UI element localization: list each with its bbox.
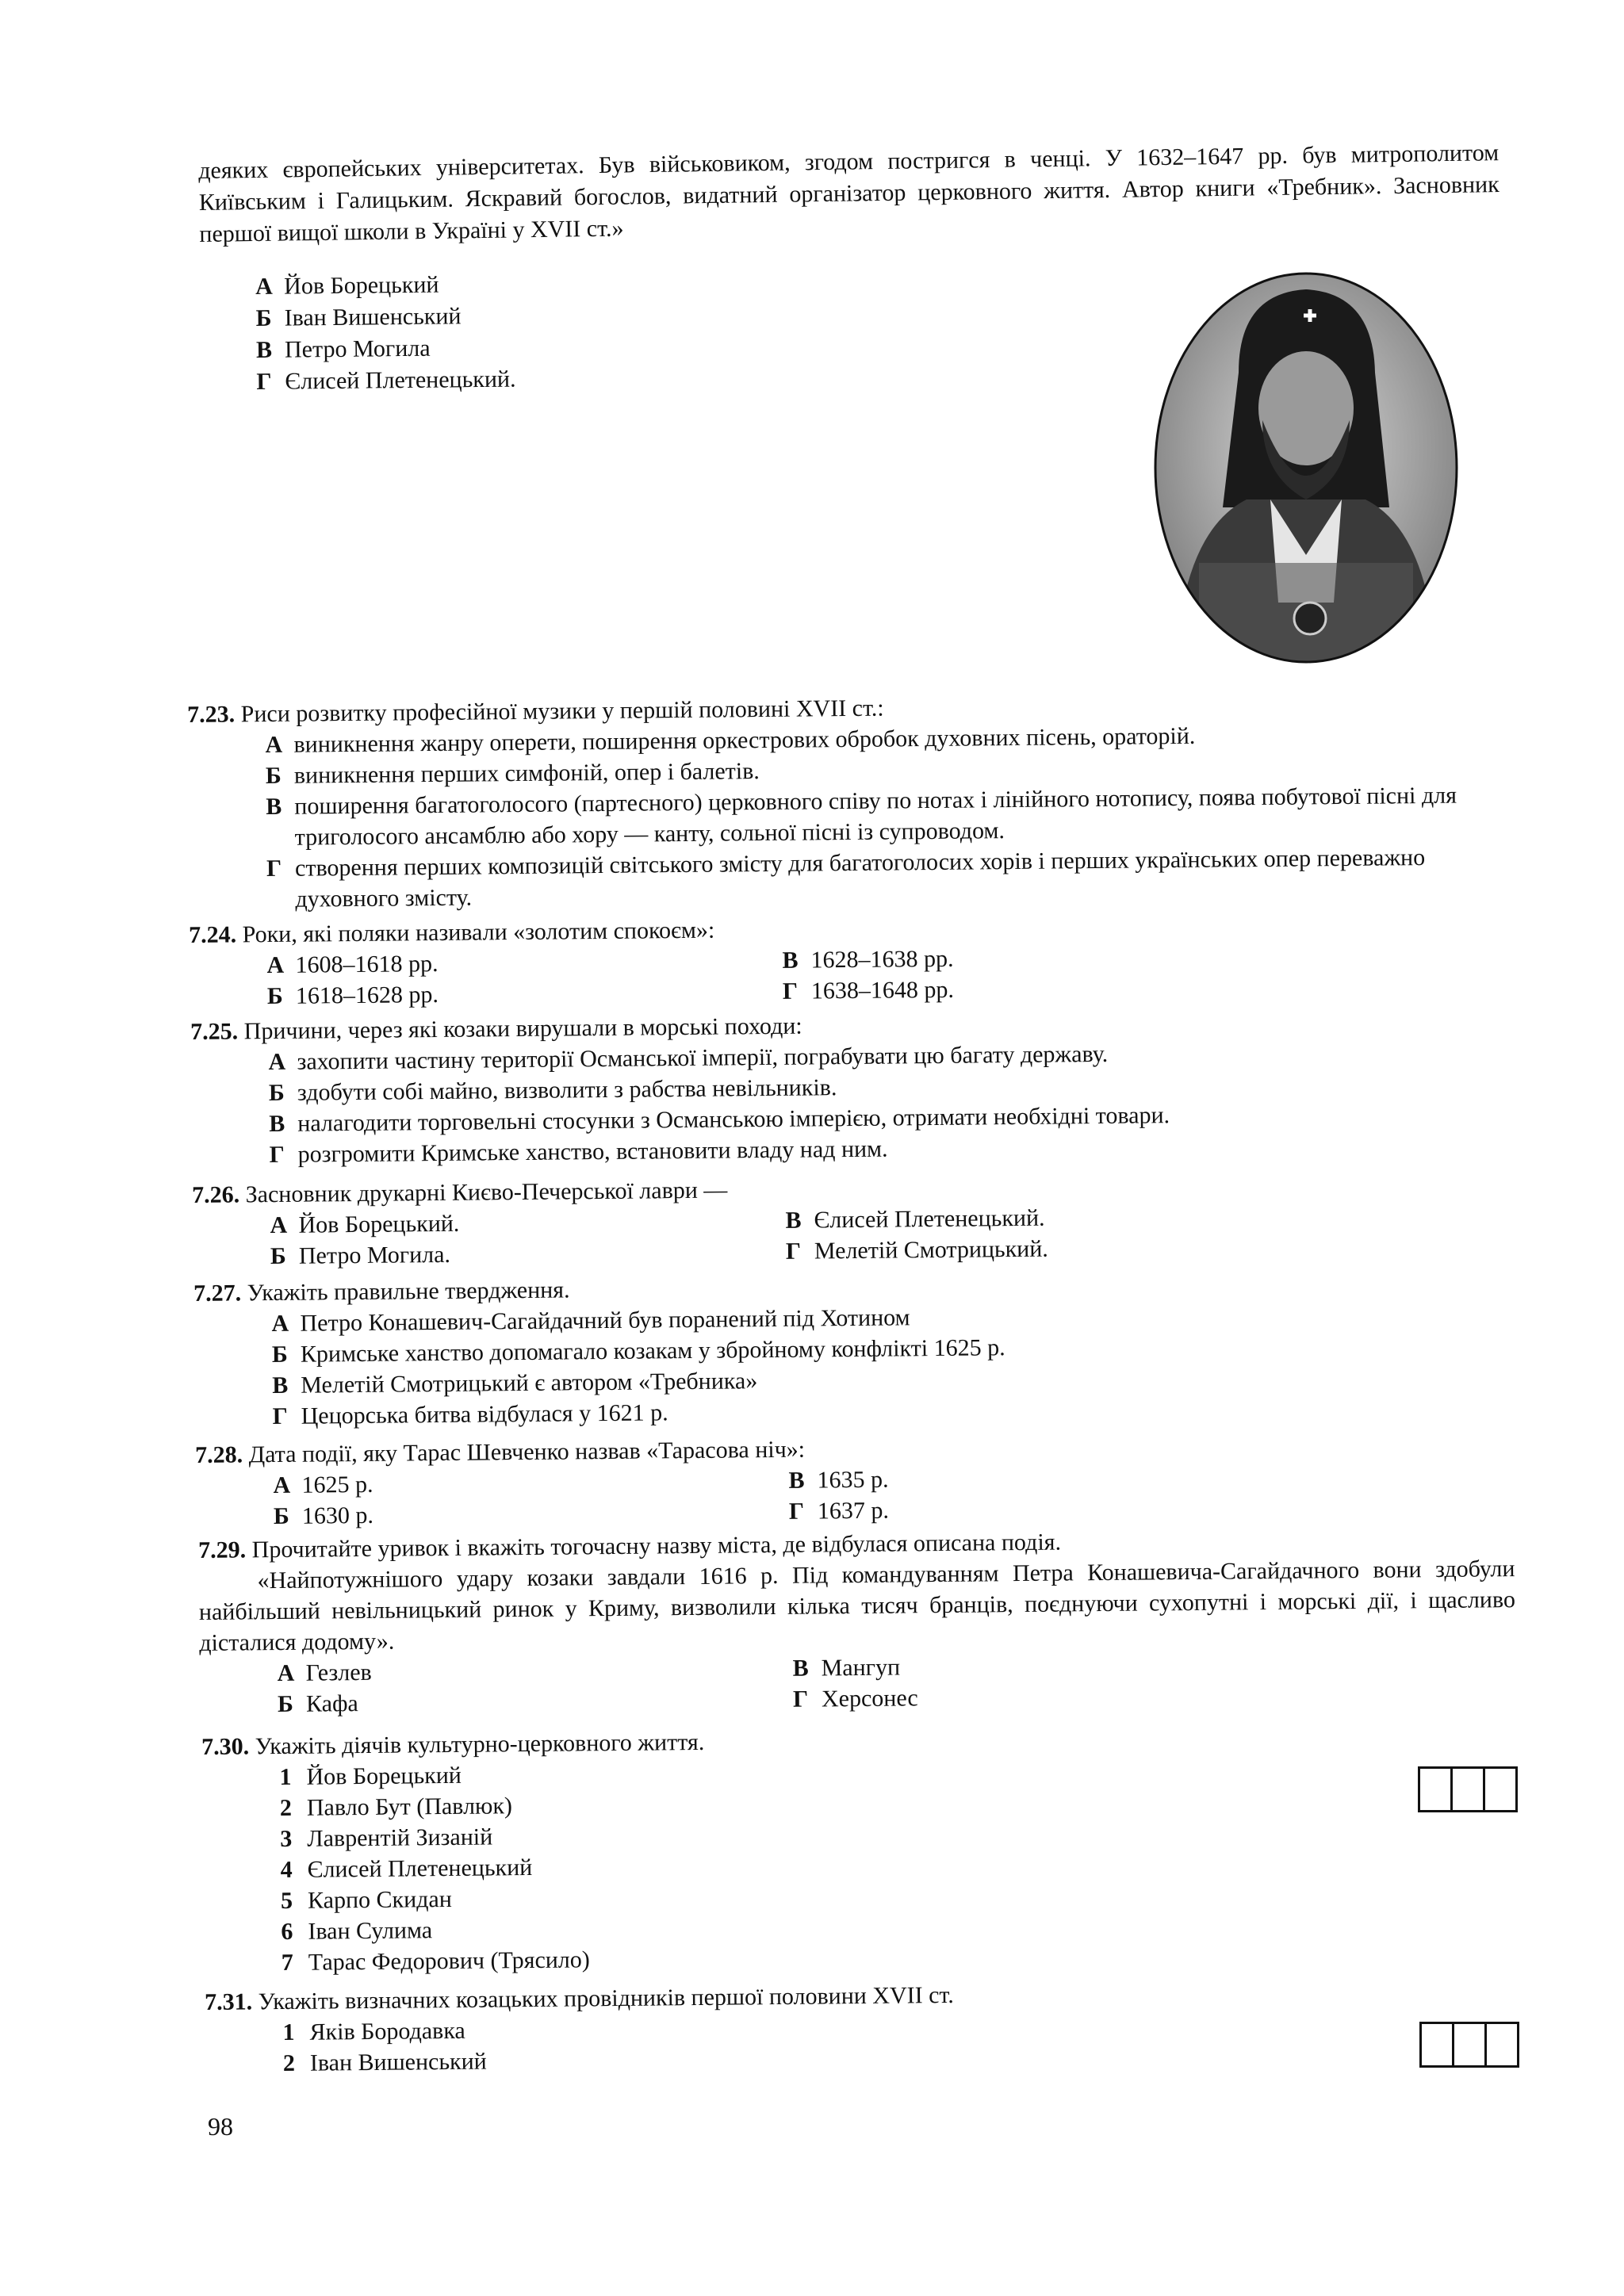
list-item[interactable]: 2 Павло Бут (Павлюк) (279, 1793, 513, 1822)
list-item[interactable]: 6 Іван Сулима (281, 1917, 433, 1946)
question-7-28: 7.28. Дата події, яку Тарас Шевченко назвав «Тарасова ніч»: А 1625 р. В 1635 р. Б 1630 р. Г 1637 р. (195, 1429, 1304, 1533)
option-a[interactable]: А Йов Борецький. (270, 1210, 460, 1239)
option-a[interactable]: А Гезлев (277, 1659, 372, 1687)
answer-box[interactable] (1483, 1766, 1518, 1812)
question-7-31: 7.31. Укажіть визначних козацьких провідників першої половини XVII ст. 1 Яків Бородавка 2 Іван Вишенський (205, 1980, 955, 2080)
answer-box[interactable] (1419, 2022, 1454, 2068)
option-v[interactable]: В Єлисей Плетенецький. (785, 1204, 1045, 1234)
option-b[interactable]: Б здобути собі майно, визволити з рабства невільників. (268, 1074, 837, 1107)
list-item[interactable]: 3 Лаврентій Зизаній (280, 1823, 493, 1853)
option-g[interactable]: Г Херсонес (792, 1685, 918, 1712)
list-item[interactable]: 1 Йов Борецький (279, 1762, 462, 1791)
option-a[interactable]: А захопити частину території Османської імперії, пограбувати цю багату державу. (268, 1040, 1109, 1076)
option-b[interactable]: Б Кафа (277, 1690, 358, 1718)
question-7-29: 7.29. Прочитайте уривок і вкажіть тогочасну назву міста, де відбулася описана подія. «Найпотужнішого удару козаки завдали 1616 р. Під командуванням Петра Конашевича-Сагайдачного вони здобули найбільший невільницький ринок у Криму, визволили кілька тисяч бранців, поєднуючи сухопутні і морські дії, і щасливо дісталися додому». А Гезлев В Мангуп Б Кафа Г Херсонес (198, 1522, 1516, 1720)
option-a[interactable]: А 1608–1618 рр. (266, 950, 439, 979)
option-g[interactable]: Г 1638–1648 рр. (782, 976, 955, 1004)
question-7-30: 7.30. Укажіть діячів культурно-церковного життя. 1 Йов Борецький 2 Павло Бут (Павлюк) 3 Лаврентій Зизаній 4 Єлисей Плетенецький 5 Карпо Скидан 6 Іван Сулима 7 Тарас Федорович (Трясило) (201, 1727, 707, 1979)
option-b[interactable]: Б 1630 р. (273, 1502, 374, 1530)
list-item[interactable]: 7 Тарас Федорович (Трясило) (281, 1946, 590, 1976)
option-a[interactable]: А Йов Борецький (255, 271, 439, 300)
question-text: Риси розвитку професійної музики у першій половині XVII ст.: (240, 695, 884, 728)
option-g[interactable]: Г Єлисей Плетенецький. (256, 365, 516, 395)
intro-paragraph: деяких європейських університетах. Був військовиком, згодом постригся в ченці. У 1632–1647 рр. був митрополитом Київським і Галицьким. Яскравий богослов, видатний організатор церковного життя. Автор книги «Требник». Засновник першої вищої школи в Україні у XVII ст.» (198, 140, 1500, 247)
intro-options (255, 269, 516, 398)
option-v[interactable]: В поширення багатоголосого (партесного) церковного співу по нотах і лінійного нотопису, поява побутової пісні для триголосого ансамблю або хору — канту, сольної пісні із супроводом. (266, 782, 1457, 851)
option-b[interactable]: Б Петро Могила. (270, 1241, 451, 1270)
question-7-27: 7.27. Укажіть правильне твердження. А Петро Конашевич-Сагайдачний був поранений під Хотином Б Кримське ханство допомагало козакам у збройному конфлікті 1625 р. В Мелетій Смотрицький є автором «Требника» Г Цецорська битва відбулася у 1621 р. (193, 1270, 1006, 1433)
option-v[interactable]: В Петро Могила (255, 335, 431, 363)
option-b[interactable]: Б 1618–1628 рр. (266, 981, 439, 1010)
answer-boxes-7-30 (1418, 1766, 1515, 1812)
answer-box[interactable] (1450, 1766, 1485, 1812)
option-b[interactable]: Б виникнення перших симфоній, опер і балетів. (265, 758, 760, 790)
question-7-25: 7.25. Причини, через які козаки вирушали в морські походи: А захопити частину території Османської імперії, пограбувати цю багату державу. Б здобути собі майно, визволити з рабства невільників. В налагодити торговельні стосунки з Османською імперією, отримати необхідні товари. Г розгромити Кримське ханство, встановити владу над ним. (190, 1007, 1170, 1171)
option-a[interactable]: А 1625 р. (273, 1471, 373, 1499)
option-g[interactable]: Г Мелетій Смотрицький. (785, 1235, 1048, 1265)
option-v[interactable]: В 1628–1638 рр. (782, 945, 954, 974)
option-g[interactable]: Г розгромити Кримське ханство, встановити владу над ним. (269, 1135, 888, 1169)
option-v[interactable]: В Мангуп (792, 1654, 901, 1682)
question-7-26: 7.26. Засновник друкарні Києво-Печерської лаври — А Йов Борецький. В Єлисей Плетенецький. Б Петро Могила. Г Мелетій Смотрицький. (192, 1169, 1301, 1272)
answer-box[interactable] (1452, 2022, 1487, 2068)
list-item[interactable]: 4 Єлисей Плетенецький (280, 1854, 533, 1884)
option-b[interactable]: Б Іван Вишенський (255, 303, 462, 331)
option-g[interactable]: Г Цецорська битва відбулася у 1621 р. (272, 1399, 668, 1430)
question-7-23: 7.23. Риси розвитку професійної музики у першій половині XVII ст.: А виникнення жанру оперети, поширення оркестрових обробок духовних пісень, ораторій. Б виникнення перших симфоній, опер і балетів. В поширення багатоголосого (партесного) церковного співу по нотах і лінійного нотопису, поява побутової пісні для триголосого ансамблю або хору — канту, сольної пісні із супроводом. Г створення перших композицій світського змісту для багатоголосих хорів і перших українських опер переважно духовного змісту. (187, 687, 1517, 916)
list-item[interactable]: 2 Іван Вишенський (282, 2048, 487, 2077)
list-item[interactable]: 5 Карпо Скидан (280, 1885, 452, 1915)
list-item[interactable]: 1 Яків Бородавка (282, 2017, 465, 2046)
portrait-image (1151, 270, 1461, 666)
answer-box[interactable] (1484, 2022, 1519, 2068)
answer-box[interactable] (1418, 1766, 1453, 1812)
question-7-24: 7.24. Роки, які поляки називали «золотим спокоєм»: А 1608–1618 рр. В 1628–1638 рр. Б 1618–1628 рр. Г 1638–1648 рр. (189, 909, 1298, 1012)
option-v[interactable]: В налагодити торговельні стосунки з Османською імперією, отримати необхідні товари. (269, 1102, 1170, 1138)
option-a[interactable]: А Петро Конашевич-Сагайдачний був поранений під Хотином (271, 1304, 910, 1337)
page-number: 98 (208, 2112, 233, 2141)
option-a[interactable]: А виникнення жанру оперети, поширення оркестрових обробок духовних пісень, ораторій. (265, 722, 1196, 759)
answer-boxes-7-31 (1419, 2022, 1517, 2068)
option-g[interactable]: Г 1637 р. (788, 1497, 890, 1525)
option-g[interactable]: Г створення перших композицій світського змісту для багатоголосих хорів і перших українських опер переважно духовного змісту. (266, 844, 1426, 913)
option-v[interactable]: В Мелетій Смотрицький є автором «Требника» (272, 1368, 758, 1399)
quote-text: «Найпотужнішого удару козаки завдали 1616 р. Під командуванням Петра Конашевича-Сагайдачного вони здобули найбільший невільницький ринок у Криму, визволили кілька тисяч бранців, поєднуючи сухопутні і морські дії, і щасливо дісталися додому». (198, 1556, 1516, 1656)
option-v[interactable]: В 1635 р. (788, 1466, 889, 1494)
option-b[interactable]: Б Кримське ханство допомагало козакам у збройному конфлікті 1625 р. (271, 1334, 1005, 1368)
